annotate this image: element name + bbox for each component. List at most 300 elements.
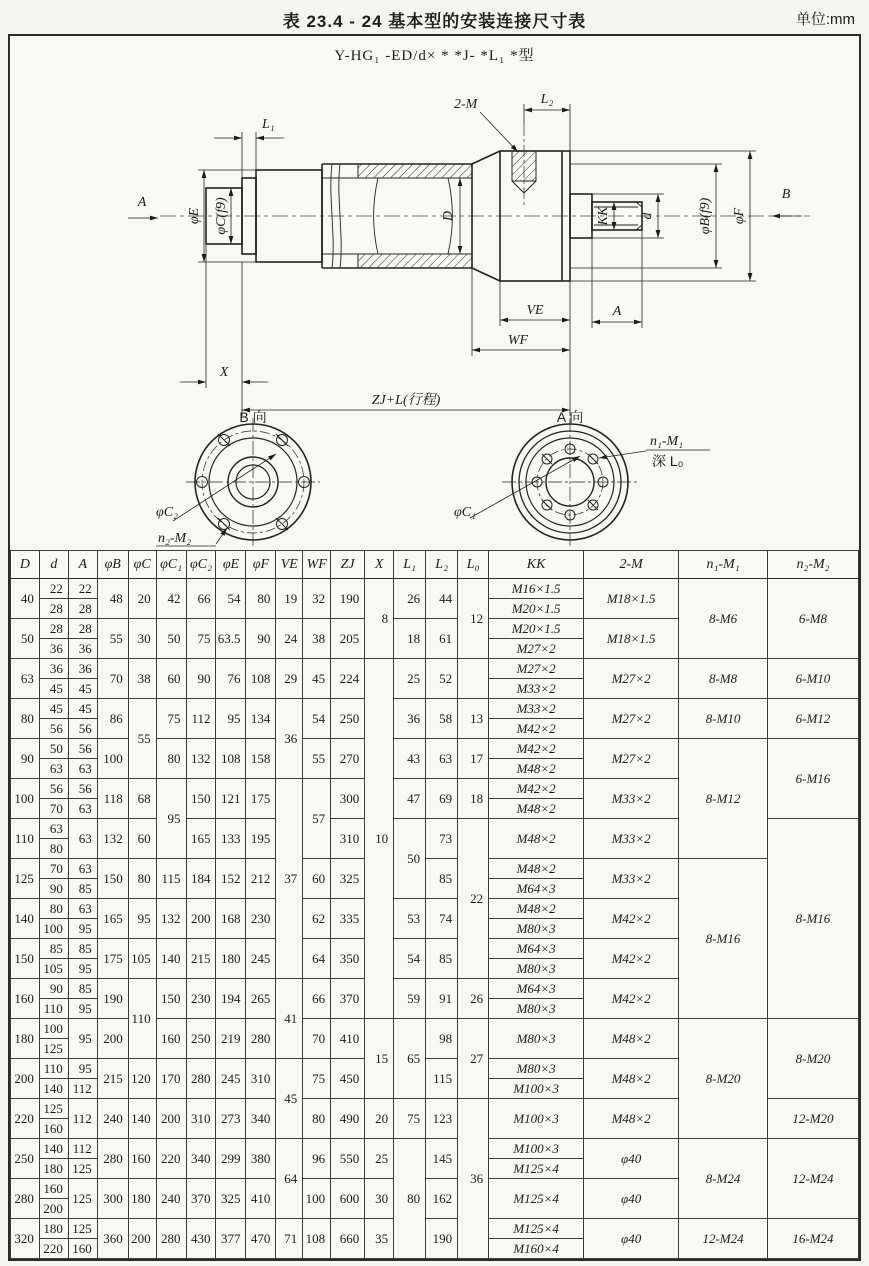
table-cell: 118 [97,779,128,819]
table-cell: 132 [186,739,216,779]
table-cell: 175 [97,939,128,979]
table-cell: 220 [11,1099,40,1139]
table-cell: 53 [394,899,426,939]
table-cell: 335 [331,899,365,939]
table-cell: 50 [11,619,40,659]
table-cell: 68 [128,779,156,819]
table-cell: 45 [39,699,68,719]
table-cell: 8-M6 [679,579,768,659]
table-row [11,1219,859,1239]
table-cell: 58 [426,699,458,739]
column-header: φC₁ [156,551,186,579]
column-header: 2-M [584,551,679,579]
table-cell: 90 [246,619,276,659]
table-cell: 63 [68,819,97,859]
table-cell: 26 [458,979,489,1019]
table-cell: 240 [97,1099,128,1139]
table-cell: 50 [156,619,186,659]
unit-label: 单位:mm [795,11,855,28]
table-cell: 37 [276,779,303,979]
table-cell: 13 [458,699,489,739]
table-cell: 450 [331,1059,365,1099]
table-row [11,1139,859,1159]
table-cell: 30 [365,1179,394,1219]
table-cell: 108 [246,659,276,699]
table-cell: 85 [426,859,458,899]
table-cell: 18 [394,619,426,659]
table-cell: 27 [458,1019,489,1099]
table-cell: 125 [39,1039,68,1059]
table-cell: 85 [426,939,458,979]
view-a-title: A 向 [556,409,584,425]
tube-wall-hatch-top [358,164,472,178]
table-cell: M42×2 [489,779,584,799]
table-cell: 17 [458,739,489,779]
table-row [11,579,859,599]
table-cell: 215 [97,1059,128,1099]
table-cell: 100 [11,779,40,819]
table-cell: 370 [186,1179,216,1219]
table-cell: 38 [128,659,156,699]
table-cell: 245 [246,939,276,979]
table-cell: M27×2 [584,699,679,739]
table-cell: 224 [331,659,365,699]
table-cell: M48×2 [489,819,584,859]
table-cell: M18×1.5 [584,619,679,659]
table-cell: 325 [216,1179,246,1219]
table-cell: 80 [394,1139,426,1259]
table-cell: 28 [68,619,97,639]
table-cell: 115 [426,1059,458,1099]
table-cell: M125×4 [489,1159,584,1179]
table-cell: 50 [394,819,426,899]
table-cell: 112 [68,1099,97,1139]
table-cell: 125 [39,1099,68,1119]
table-cell: 184 [186,859,216,899]
table-cell: 6-M8 [767,579,858,659]
table-cell: 66 [303,979,331,1019]
table-cell: 100 [39,919,68,939]
table-cell: 470 [246,1219,276,1259]
table-cell: M100×3 [489,1139,584,1159]
table-cell: M64×3 [489,879,584,899]
table-cell: 52 [426,659,458,699]
table-cell: 370 [331,979,365,1019]
table-cell: M100×3 [489,1079,584,1099]
table-cell: 245 [216,1059,246,1099]
table-cell: 75 [303,1059,331,1099]
table-cell: 85 [68,979,97,999]
table-cell: M160×4 [489,1239,584,1259]
table-cell: 300 [331,779,365,819]
dim-label-phiC2: φC₂ [156,505,178,520]
table-cell: 20 [365,1099,394,1139]
table-cell: M42×2 [584,899,679,939]
table-cell: 310 [186,1099,216,1139]
table-cell: 12 [458,579,489,659]
table-cell: 54 [216,579,246,619]
table-cell: 60 [303,859,331,899]
table-cell: 220 [156,1139,186,1179]
column-header: D [11,551,40,579]
table-cell: M18×1.5 [584,579,679,619]
table-cell: 490 [331,1099,365,1139]
table-cell: φ40 [584,1179,679,1219]
table-cell [458,659,489,699]
table-cell: M33×2 [584,859,679,899]
table-cell: 70 [39,859,68,879]
table-cell: M33×2 [584,779,679,819]
table-cell: 86 [97,699,128,739]
table-cell: 8-M12 [679,739,768,859]
table-cell: 600 [331,1179,365,1219]
table-row [11,699,859,719]
table-cell: 140 [11,899,40,939]
table-cell: 63 [68,899,97,919]
table-cell: 110 [39,999,68,1019]
table-cell: 66 [186,579,216,619]
content-frame [8,34,861,1261]
table-cell: 95 [68,999,97,1019]
table-cell: 50 [39,739,68,759]
table-cell: M33×2 [584,819,679,859]
table-cell: 35 [365,1219,394,1259]
table-cell: 190 [426,1219,458,1259]
table-cell: M27×2 [489,639,584,659]
table-cell: 12-M24 [679,1219,768,1259]
table-cell: M64×3 [489,979,584,999]
table-cell: 273 [216,1099,246,1139]
table-cell: 28 [68,599,97,619]
table-cell: 180 [39,1159,68,1179]
dim-label-phiC-f9: φC(f9) [214,197,229,235]
table-cell: 205 [331,619,365,659]
column-header: VE [276,551,303,579]
table-cell: 71 [276,1219,303,1259]
table-cell: 59 [394,979,426,1019]
table-cell: 160 [156,1019,186,1059]
table-cell: 8-M20 [679,1019,768,1139]
table-cell: 80 [128,859,156,899]
table-cell: 140 [39,1079,68,1099]
table-cell: 61 [426,619,458,659]
table-cell: 250 [186,1019,216,1059]
table-cell: 194 [216,979,246,1019]
table-cell: 105 [128,939,156,979]
table-cell: 75 [186,619,216,659]
table-cell: 219 [216,1019,246,1059]
column-header: φC₂ [186,551,216,579]
table-cell: 280 [246,1019,276,1059]
table-cell: 28 [39,619,68,639]
table-cell: 56 [68,719,97,739]
table-cell: M27×2 [584,659,679,699]
table-cell: 36 [39,659,68,679]
table-cell: 56 [68,739,97,759]
column-header: n₁-M₁ [679,551,768,579]
table-cell: 8-M20 [767,1019,858,1099]
table-cell: 65 [394,1019,426,1099]
table-cell: 200 [39,1199,68,1219]
table-cell: 6-M10 [767,659,858,699]
table-cell: φ40 [584,1219,679,1259]
table-cell: 140 [39,1139,68,1159]
table-cell: 70 [39,799,68,819]
table-cell: 200 [186,899,216,939]
table-cell: 80 [303,1099,331,1139]
table-cell: 63 [68,799,97,819]
dim-label-L2: L₂ [540,92,554,107]
table-cell: 24 [276,619,303,659]
table-cell: 36 [68,639,97,659]
table-cell: 38 [303,619,331,659]
table-cell: 60 [128,819,156,859]
table-cell: 410 [331,1019,365,1059]
table-row [11,859,859,879]
table-cell: 300 [97,1179,128,1219]
table-cell: M125×4 [489,1219,584,1239]
dim-label-ZJ: ZJ+L(行程) [371,393,441,408]
table-cell: 80 [156,739,186,779]
dim-label-D: D [441,210,456,222]
table-cell: M80×3 [489,1059,584,1079]
table-cell: M42×2 [489,719,584,739]
table-cell: 90 [39,979,68,999]
table-cell: 32 [303,579,331,619]
table-cell: 56 [68,779,97,799]
column-header: X [365,551,394,579]
table-cell: 125 [68,1179,97,1219]
table-cell: M48×2 [584,1019,679,1059]
table-cell: 36 [394,699,426,739]
table-cell: 280 [97,1139,128,1179]
table-cell: 8-M16 [767,819,858,1019]
column-header: ZJ [331,551,365,579]
table-cell: 168 [216,899,246,939]
table-cell: 19 [276,579,303,619]
table-cell: M20×1.5 [489,599,584,619]
table-cell: 108 [303,1219,331,1259]
table-cell: 8 [365,579,394,659]
table-cell: 25 [365,1139,394,1179]
table-cell: 95 [68,919,97,939]
table-cell: 299 [216,1139,246,1179]
dim-label-VE: VE [526,303,544,318]
tube-wall-hatch-bottom [358,254,472,268]
table-cell: 160 [11,979,40,1019]
table-cell: M48×2 [584,1059,679,1099]
dim-label-L1: L₁ [262,117,275,132]
table-cell: 91 [426,979,458,1019]
table-cell: 69 [426,779,458,819]
table-cell: 360 [97,1219,128,1259]
column-header: d [39,551,68,579]
table-cell: 95 [68,1019,97,1059]
table-cell: 170 [156,1059,186,1099]
table-cell: 140 [156,939,186,979]
table-cell: M27×2 [584,739,679,779]
table-cell: 85 [39,939,68,959]
table-cell: 56 [39,719,68,739]
dim-label-WF: WF [507,333,529,348]
table-cell: 150 [11,939,40,979]
table-cell: 60 [156,659,186,699]
table-cell: 280 [11,1179,40,1219]
table-cell: 150 [186,779,216,819]
table-cell: 48 [97,579,128,619]
dim-label-KK: KK [596,206,611,226]
column-header: L₁ [394,551,426,579]
table-cell: 160 [39,1119,68,1139]
table-cell: M16×1.5 [489,579,584,599]
table-cell: 195 [246,819,276,859]
table-cell: 165 [186,819,216,859]
table-cell: M80×3 [489,919,584,939]
column-header: A [68,551,97,579]
table-cell: M20×1.5 [489,619,584,639]
dim-label-phiE: φE [187,207,202,225]
table-cell: 180 [128,1179,156,1219]
table-cell: 80 [11,699,40,739]
table-cell: 133 [216,819,246,859]
table-cell: 280 [186,1059,216,1099]
dim-label-2M: 2-M [454,97,478,112]
table-cell: 190 [97,979,128,1019]
column-header: WF [303,551,331,579]
column-header: L₀ [458,551,489,579]
table-cell: 95 [128,899,156,939]
table-cell: 175 [246,779,276,819]
table-cell: 310 [246,1059,276,1099]
dim-label-n2M2: n₂-M₂ [158,531,192,546]
table-cell: 74 [426,899,458,939]
table-cell: 45 [39,679,68,699]
table-cell: 320 [11,1219,40,1259]
table-cell: 57 [303,779,331,859]
column-header: φE [216,551,246,579]
table-cell: 150 [156,979,186,1019]
dim-label-phiB-f9: φB(f9) [698,197,713,235]
table-cell: 8-M8 [679,659,768,699]
table-cell: 36 [458,1099,489,1259]
table-cell: 112 [68,1079,97,1099]
table-cell: 120 [128,1059,156,1099]
table-cell: 112 [186,699,216,739]
table-cell: 90 [39,879,68,899]
table-cell: M80×3 [489,959,584,979]
table-cell: 115 [156,859,186,899]
table-cell: 55 [97,619,128,659]
table-cell: 8-M16 [679,859,768,1019]
table-cell: 85 [68,879,97,899]
column-header: φB [97,551,128,579]
table-cell: 29 [276,659,303,699]
table-cell: 140 [128,1099,156,1139]
table-cell: M80×3 [489,999,584,1019]
table-cell: 36 [68,659,97,679]
view-b-title: B 向 [239,409,267,425]
dim-label-X: X [219,365,229,380]
table-cell: 70 [303,1019,331,1059]
table-cell: 95 [216,699,246,739]
dim-label-d: d [640,212,655,220]
table-cell: 265 [246,979,276,1019]
table-cell: φ40 [584,1139,679,1179]
table-cell: M125×4 [489,1179,584,1219]
dim-label-n1M1: n₁-M₁ [650,434,684,449]
table-cell: 62 [303,899,331,939]
table-cell: 76 [216,659,246,699]
table-cell: 20 [128,579,156,619]
table-cell: 80 [39,839,68,859]
dimension-table [10,550,859,1259]
table-cell: 160 [68,1239,97,1259]
table-cell: 90 [11,739,40,779]
table-cell: 63 [39,819,68,839]
table-cell: 105 [39,959,68,979]
dim-label-b-view: B [781,187,791,202]
table-cell: 54 [303,699,331,739]
table-cell: 80 [39,899,68,919]
table-cell: 64 [303,939,331,979]
table-cell: 47 [394,779,426,819]
table-cell: 8-M24 [679,1139,768,1219]
table-cell: M42×2 [584,979,679,1019]
table-cell: 95 [68,1059,97,1079]
table-cell: M42×2 [584,939,679,979]
table-cell: 162 [426,1179,458,1219]
dim-label-A: A [612,304,622,319]
table-cell: 55 [303,739,331,779]
table-cell: 98 [426,1019,458,1059]
table-cell: 42 [156,579,186,619]
table-cell: 15 [365,1019,394,1099]
table-cell: M33×2 [489,699,584,719]
table-cell: M64×3 [489,939,584,959]
table-cell: 325 [331,859,365,899]
table-cell: 45 [68,699,97,719]
column-header: φF [246,551,276,579]
column-header: L₂ [426,551,458,579]
table-cell: 63 [426,739,458,779]
table-row [11,659,859,679]
table-cell: 45 [276,1059,303,1139]
table-cell: 85 [68,939,97,959]
table-cell: 96 [303,1139,331,1179]
table-cell: 134 [246,699,276,739]
table-cell: 380 [246,1139,276,1179]
table-cell: 280 [156,1219,186,1259]
table-cell: 8-M10 [679,699,768,739]
table-cell: 125 [68,1219,97,1239]
table-cell: 22 [39,579,68,599]
table-cell: 16-M24 [767,1219,858,1259]
table-cell: 22 [68,579,97,599]
table-cell: 110 [128,979,156,1059]
dim-label-phiC1: φC₁ [454,505,476,520]
table-cell: 56 [39,779,68,799]
table-cell: 340 [246,1099,276,1139]
table-cell: 180 [216,939,246,979]
table-cell: 108 [216,739,246,779]
table-cell: 95 [156,779,186,859]
column-header: φC [128,551,156,579]
table-cell: 22 [458,819,489,979]
model-designation: Y-HG₁ -ED/d× * *J- *L₁ *型 [334,48,535,64]
table-cell: 180 [39,1219,68,1239]
table-cell: 145 [426,1139,458,1179]
table-cell: 250 [11,1139,40,1179]
